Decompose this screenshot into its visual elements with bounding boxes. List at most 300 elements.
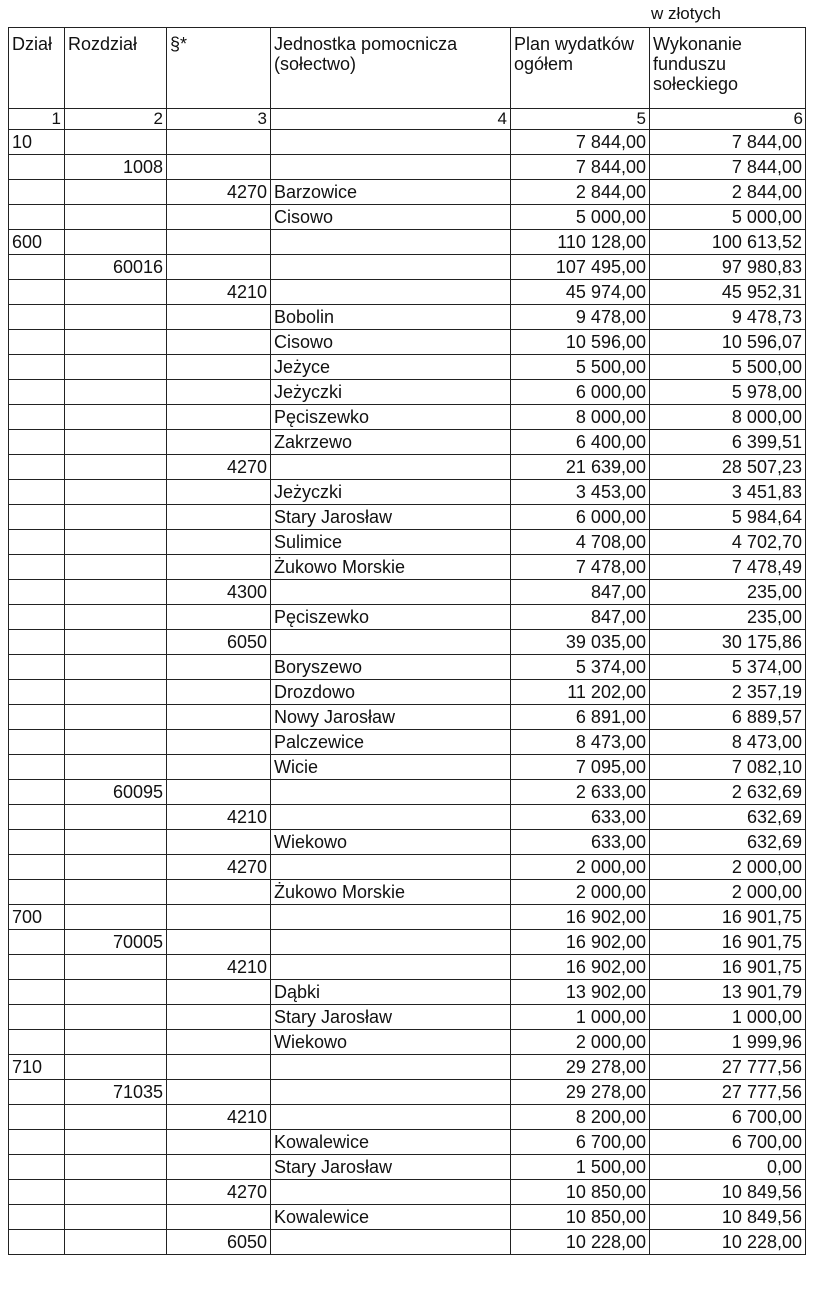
cell-plan: 45 974,00 [511, 280, 650, 305]
table-row [9, 1230, 806, 1255]
cell-jednostka [271, 930, 511, 955]
cell-rozdzial [65, 655, 167, 680]
header-rozdzial: Rozdział [65, 28, 167, 109]
cell-plan: 29 278,00 [511, 1080, 650, 1105]
cell-wykonanie: 235,00 [650, 605, 806, 630]
table-row [9, 255, 806, 280]
cell-wykonanie: 27 777,56 [650, 1080, 806, 1105]
cell-rozdzial [65, 805, 167, 830]
cell-jednostka [271, 455, 511, 480]
cell-paragraf [167, 680, 271, 705]
cell-paragraf [167, 880, 271, 905]
table-row [9, 205, 806, 230]
cell-paragraf [167, 205, 271, 230]
cell-jednostka [271, 905, 511, 930]
cell-jednostka: Jeżyce [271, 355, 511, 380]
column-number: 3 [167, 109, 271, 130]
cell-jednostka [271, 580, 511, 605]
cell-paragraf [167, 1205, 271, 1230]
cell-plan: 847,00 [511, 580, 650, 605]
cell-paragraf [167, 1005, 271, 1030]
cell-rozdzial [65, 730, 167, 755]
table-row [9, 1180, 806, 1205]
cell-paragraf [167, 305, 271, 330]
cell-rozdzial [65, 405, 167, 430]
cell-paragraf [167, 1080, 271, 1105]
cell-jednostka: Sulimice [271, 530, 511, 555]
table-row [9, 730, 806, 755]
cell-paragraf [167, 255, 271, 280]
cell-jednostka [271, 155, 511, 180]
cell-paragraf [167, 780, 271, 805]
table-row [9, 505, 806, 530]
table-row [9, 1080, 806, 1105]
table-row [9, 630, 806, 655]
cell-dzial [9, 755, 65, 780]
cell-dzial [9, 880, 65, 905]
cell-jednostka [271, 1105, 511, 1130]
cell-rozdzial: 60095 [65, 780, 167, 805]
cell-dzial [9, 580, 65, 605]
cell-paragraf: 6050 [167, 630, 271, 655]
cell-jednostka: Jeżyczki [271, 380, 511, 405]
cell-plan: 2 000,00 [511, 855, 650, 880]
cell-plan: 5 000,00 [511, 205, 650, 230]
cell-rozdzial [65, 280, 167, 305]
cell-plan: 6 700,00 [511, 1130, 650, 1155]
cell-plan: 6 000,00 [511, 380, 650, 405]
cell-jednostka: Drozdowo [271, 680, 511, 705]
cell-paragraf [167, 330, 271, 355]
cell-rozdzial [65, 755, 167, 780]
cell-rozdzial [65, 1230, 167, 1255]
cell-wykonanie: 8 000,00 [650, 405, 806, 430]
cell-paragraf [167, 230, 271, 255]
cell-jednostka: Cisowo [271, 205, 511, 230]
cell-paragraf: 4270 [167, 455, 271, 480]
cell-plan: 8 200,00 [511, 1105, 650, 1130]
cell-plan: 107 495,00 [511, 255, 650, 280]
cell-plan: 1 000,00 [511, 1005, 650, 1030]
cell-wykonanie: 2 357,19 [650, 680, 806, 705]
cell-dzial [9, 930, 65, 955]
cell-jednostka: Wicie [271, 755, 511, 780]
table-row [9, 580, 806, 605]
cell-paragraf [167, 380, 271, 405]
cell-paragraf [167, 730, 271, 755]
cell-rozdzial: 70005 [65, 930, 167, 955]
cell-jednostka: Zakrzewo [271, 430, 511, 455]
cell-jednostka [271, 130, 511, 155]
table-row [9, 1005, 806, 1030]
cell-dzial [9, 355, 65, 380]
cell-wykonanie: 97 980,83 [650, 255, 806, 280]
cell-dzial [9, 405, 65, 430]
cell-dzial [9, 530, 65, 555]
cell-jednostka: Żukowo Morskie [271, 555, 511, 580]
cell-rozdzial [65, 230, 167, 255]
cell-plan: 633,00 [511, 805, 650, 830]
cell-rozdzial [65, 1030, 167, 1055]
cell-dzial [9, 1005, 65, 1030]
cell-paragraf [167, 505, 271, 530]
column-number: 1 [9, 109, 65, 130]
column-number: 4 [271, 109, 511, 130]
table-row [9, 380, 806, 405]
column-number: 2 [65, 109, 167, 130]
cell-plan: 6 400,00 [511, 430, 650, 455]
cell-wykonanie: 9 478,73 [650, 305, 806, 330]
cell-paragraf [167, 430, 271, 455]
cell-plan: 13 902,00 [511, 980, 650, 1005]
cell-wykonanie: 2 000,00 [650, 855, 806, 880]
cell-rozdzial [65, 1055, 167, 1080]
cell-dzial [9, 555, 65, 580]
cell-paragraf [167, 405, 271, 430]
cell-paragraf [167, 1055, 271, 1080]
cell-wykonanie: 1 999,96 [650, 1030, 806, 1055]
cell-plan: 5 500,00 [511, 355, 650, 380]
cell-jednostka: Jeżyczki [271, 480, 511, 505]
cell-wykonanie: 0,00 [650, 1155, 806, 1180]
column-number-row [9, 109, 806, 130]
cell-dzial [9, 855, 65, 880]
cell-wykonanie: 28 507,23 [650, 455, 806, 480]
header-row [9, 28, 806, 109]
cell-wykonanie: 4 702,70 [650, 530, 806, 555]
header-paragraf: §* [167, 28, 271, 109]
cell-paragraf: 4270 [167, 855, 271, 880]
cell-plan: 6 891,00 [511, 705, 650, 730]
cell-dzial [9, 255, 65, 280]
cell-paragraf [167, 555, 271, 580]
cell-wykonanie: 16 901,75 [650, 930, 806, 955]
cell-wykonanie: 10 228,00 [650, 1230, 806, 1255]
cell-dzial [9, 780, 65, 805]
cell-paragraf [167, 980, 271, 1005]
cell-jednostka [271, 1180, 511, 1205]
cell-dzial [9, 730, 65, 755]
cell-dzial [9, 655, 65, 680]
cell-wykonanie: 5 978,00 [650, 380, 806, 405]
cell-plan: 8 473,00 [511, 730, 650, 755]
cell-plan: 2 000,00 [511, 880, 650, 905]
cell-rozdzial [65, 1155, 167, 1180]
table-row [9, 1055, 806, 1080]
cell-rozdzial [65, 505, 167, 530]
cell-rozdzial [65, 955, 167, 980]
cell-paragraf [167, 1130, 271, 1155]
table-row [9, 430, 806, 455]
cell-jednostka [271, 855, 511, 880]
cell-rozdzial [65, 605, 167, 630]
table-row [9, 1030, 806, 1055]
header-wykonanie: Wykonanie funduszu sołeckiego [650, 28, 806, 109]
table-row [9, 180, 806, 205]
table-row [9, 130, 806, 155]
cell-jednostka: Stary Jarosław [271, 1005, 511, 1030]
table-row [9, 1205, 806, 1230]
cell-jednostka [271, 955, 511, 980]
cell-paragraf [167, 830, 271, 855]
cell-rozdzial [65, 130, 167, 155]
cell-jednostka: Boryszewo [271, 655, 511, 680]
cell-dzial [9, 805, 65, 830]
cell-dzial [9, 380, 65, 405]
cell-jednostka [271, 230, 511, 255]
table-row [9, 905, 806, 930]
cell-wykonanie: 3 451,83 [650, 480, 806, 505]
cell-plan: 39 035,00 [511, 630, 650, 655]
cell-wykonanie: 1 000,00 [650, 1005, 806, 1030]
header-plan: Plan wydatków ogółem [511, 28, 650, 109]
cell-plan: 10 228,00 [511, 1230, 650, 1255]
cell-rozdzial [65, 1105, 167, 1130]
cell-plan: 1 500,00 [511, 1155, 650, 1180]
cell-rozdzial [65, 555, 167, 580]
cell-paragraf: 4210 [167, 805, 271, 830]
cell-jednostka: Palczewice [271, 730, 511, 755]
cell-dzial [9, 455, 65, 480]
table-row [9, 355, 806, 380]
cell-plan: 10 596,00 [511, 330, 650, 355]
cell-wykonanie: 5 374,00 [650, 655, 806, 680]
cell-jednostka: Stary Jarosław [271, 1155, 511, 1180]
cell-paragraf: 4270 [167, 1180, 271, 1205]
table-row [9, 805, 806, 830]
cell-wykonanie: 30 175,86 [650, 630, 806, 655]
cell-paragraf: 4210 [167, 1105, 271, 1130]
cell-wykonanie: 7 844,00 [650, 155, 806, 180]
cell-plan: 847,00 [511, 605, 650, 630]
cell-plan: 16 902,00 [511, 930, 650, 955]
cell-rozdzial [65, 380, 167, 405]
table-row [9, 830, 806, 855]
cell-paragraf: 4210 [167, 280, 271, 305]
cell-wykonanie: 2 844,00 [650, 180, 806, 205]
cell-dzial [9, 1130, 65, 1155]
cell-jednostka [271, 805, 511, 830]
table-row [9, 930, 806, 955]
cell-jednostka: Żukowo Morskie [271, 880, 511, 905]
cell-wykonanie: 6 399,51 [650, 430, 806, 455]
cell-wykonanie: 632,69 [650, 805, 806, 830]
cell-rozdzial [65, 1205, 167, 1230]
cell-paragraf [167, 1155, 271, 1180]
table-row [9, 680, 806, 705]
cell-plan: 5 374,00 [511, 655, 650, 680]
cell-dzial [9, 680, 65, 705]
cell-jednostka [271, 280, 511, 305]
cell-plan: 21 639,00 [511, 455, 650, 480]
cell-wykonanie: 6 700,00 [650, 1130, 806, 1155]
cell-rozdzial [65, 580, 167, 605]
cell-rozdzial [65, 180, 167, 205]
cell-paragraf: 4270 [167, 180, 271, 205]
cell-paragraf [167, 530, 271, 555]
cell-wykonanie: 235,00 [650, 580, 806, 605]
cell-paragraf [167, 480, 271, 505]
unit-note: w złotych [651, 4, 721, 23]
cell-wykonanie: 100 613,52 [650, 230, 806, 255]
cell-paragraf [167, 755, 271, 780]
cell-plan: 7 095,00 [511, 755, 650, 780]
cell-rozdzial [65, 430, 167, 455]
table-row [9, 655, 806, 680]
cell-dzial [9, 180, 65, 205]
cell-dzial [9, 955, 65, 980]
table-row [9, 605, 806, 630]
cell-dzial [9, 1205, 65, 1230]
cell-wykonanie: 10 849,56 [650, 1205, 806, 1230]
cell-plan: 7 844,00 [511, 130, 650, 155]
cell-rozdzial [65, 905, 167, 930]
cell-plan: 3 453,00 [511, 480, 650, 505]
cell-wykonanie: 5 500,00 [650, 355, 806, 380]
cell-wykonanie: 16 901,75 [650, 955, 806, 980]
cell-rozdzial [65, 1180, 167, 1205]
cell-plan: 7 844,00 [511, 155, 650, 180]
table-row [9, 230, 806, 255]
cell-dzial [9, 1180, 65, 1205]
cell-dzial [9, 505, 65, 530]
table-row [9, 780, 806, 805]
cell-dzial: 600 [9, 230, 65, 255]
cell-jednostka: Nowy Jarosław [271, 705, 511, 730]
cell-plan: 633,00 [511, 830, 650, 855]
cell-dzial [9, 480, 65, 505]
cell-wykonanie: 7 082,10 [650, 755, 806, 780]
cell-dzial [9, 205, 65, 230]
table-row [9, 1105, 806, 1130]
cell-wykonanie: 632,69 [650, 830, 806, 855]
cell-dzial [9, 155, 65, 180]
cell-plan: 2 844,00 [511, 180, 650, 205]
cell-jednostka: Pęciszewko [271, 405, 511, 430]
budget-table [8, 27, 806, 1255]
cell-jednostka: Kowalewice [271, 1130, 511, 1155]
cell-jednostka: Wiekowo [271, 830, 511, 855]
cell-dzial [9, 430, 65, 455]
header-jednostka: Jednostka pomocnicza (sołectwo) [271, 28, 511, 109]
table-row [9, 1155, 806, 1180]
cell-plan: 29 278,00 [511, 1055, 650, 1080]
table-row [9, 530, 806, 555]
cell-dzial [9, 305, 65, 330]
cell-paragraf [167, 355, 271, 380]
cell-jednostka: Kowalewice [271, 1205, 511, 1230]
table-row [9, 880, 806, 905]
cell-rozdzial: 60016 [65, 255, 167, 280]
cell-rozdzial: 1008 [65, 155, 167, 180]
cell-rozdzial [65, 830, 167, 855]
table-row [9, 980, 806, 1005]
cell-wykonanie: 5 984,64 [650, 505, 806, 530]
table-row [9, 555, 806, 580]
table-row [9, 330, 806, 355]
cell-jednostka [271, 780, 511, 805]
cell-plan: 10 850,00 [511, 1205, 650, 1230]
table-row [9, 755, 806, 780]
table-row [9, 305, 806, 330]
cell-paragraf [167, 155, 271, 180]
cell-rozdzial [65, 455, 167, 480]
cell-dzial: 10 [9, 130, 65, 155]
cell-paragraf: 6050 [167, 1230, 271, 1255]
cell-plan: 16 902,00 [511, 955, 650, 980]
cell-wykonanie: 13 901,79 [650, 980, 806, 1005]
cell-dzial [9, 1080, 65, 1105]
cell-rozdzial [65, 530, 167, 555]
cell-dzial [9, 280, 65, 305]
cell-plan: 7 478,00 [511, 555, 650, 580]
cell-dzial: 710 [9, 1055, 65, 1080]
cell-paragraf [167, 930, 271, 955]
table-row [9, 1130, 806, 1155]
cell-wykonanie: 27 777,56 [650, 1055, 806, 1080]
cell-dzial [9, 330, 65, 355]
cell-plan: 6 000,00 [511, 505, 650, 530]
cell-dzial [9, 830, 65, 855]
cell-jednostka: Barzowice [271, 180, 511, 205]
cell-plan: 11 202,00 [511, 680, 650, 705]
cell-rozdzial [65, 630, 167, 655]
column-number: 5 [511, 109, 650, 130]
table-body [9, 130, 806, 1255]
cell-wykonanie: 16 901,75 [650, 905, 806, 930]
header-dzial: Dział [9, 28, 65, 109]
cell-rozdzial [65, 205, 167, 230]
cell-jednostka [271, 255, 511, 280]
cell-rozdzial [65, 855, 167, 880]
cell-rozdzial [65, 1130, 167, 1155]
table-row [9, 155, 806, 180]
column-number: 6 [650, 109, 806, 130]
cell-rozdzial [65, 680, 167, 705]
table-row [9, 455, 806, 480]
cell-rozdzial: 71035 [65, 1080, 167, 1105]
table-row [9, 855, 806, 880]
cell-jednostka [271, 630, 511, 655]
cell-wykonanie: 6 889,57 [650, 705, 806, 730]
cell-wykonanie: 10 596,07 [650, 330, 806, 355]
cell-plan: 8 000,00 [511, 405, 650, 430]
cell-paragraf [167, 1030, 271, 1055]
table-row [9, 955, 806, 980]
cell-plan: 2 633,00 [511, 780, 650, 805]
table-row [9, 280, 806, 305]
cell-paragraf [167, 130, 271, 155]
cell-paragraf [167, 905, 271, 930]
cell-rozdzial [65, 480, 167, 505]
table-row [9, 480, 806, 505]
cell-rozdzial [65, 705, 167, 730]
cell-wykonanie: 2 000,00 [650, 880, 806, 905]
cell-rozdzial [65, 880, 167, 905]
cell-rozdzial [65, 305, 167, 330]
cell-paragraf [167, 605, 271, 630]
cell-wykonanie: 6 700,00 [650, 1105, 806, 1130]
cell-plan: 9 478,00 [511, 305, 650, 330]
cell-paragraf: 4210 [167, 955, 271, 980]
cell-paragraf [167, 655, 271, 680]
cell-wykonanie: 10 849,56 [650, 1180, 806, 1205]
cell-rozdzial [65, 330, 167, 355]
cell-dzial [9, 630, 65, 655]
cell-plan: 2 000,00 [511, 1030, 650, 1055]
cell-dzial [9, 605, 65, 630]
cell-dzial [9, 1030, 65, 1055]
